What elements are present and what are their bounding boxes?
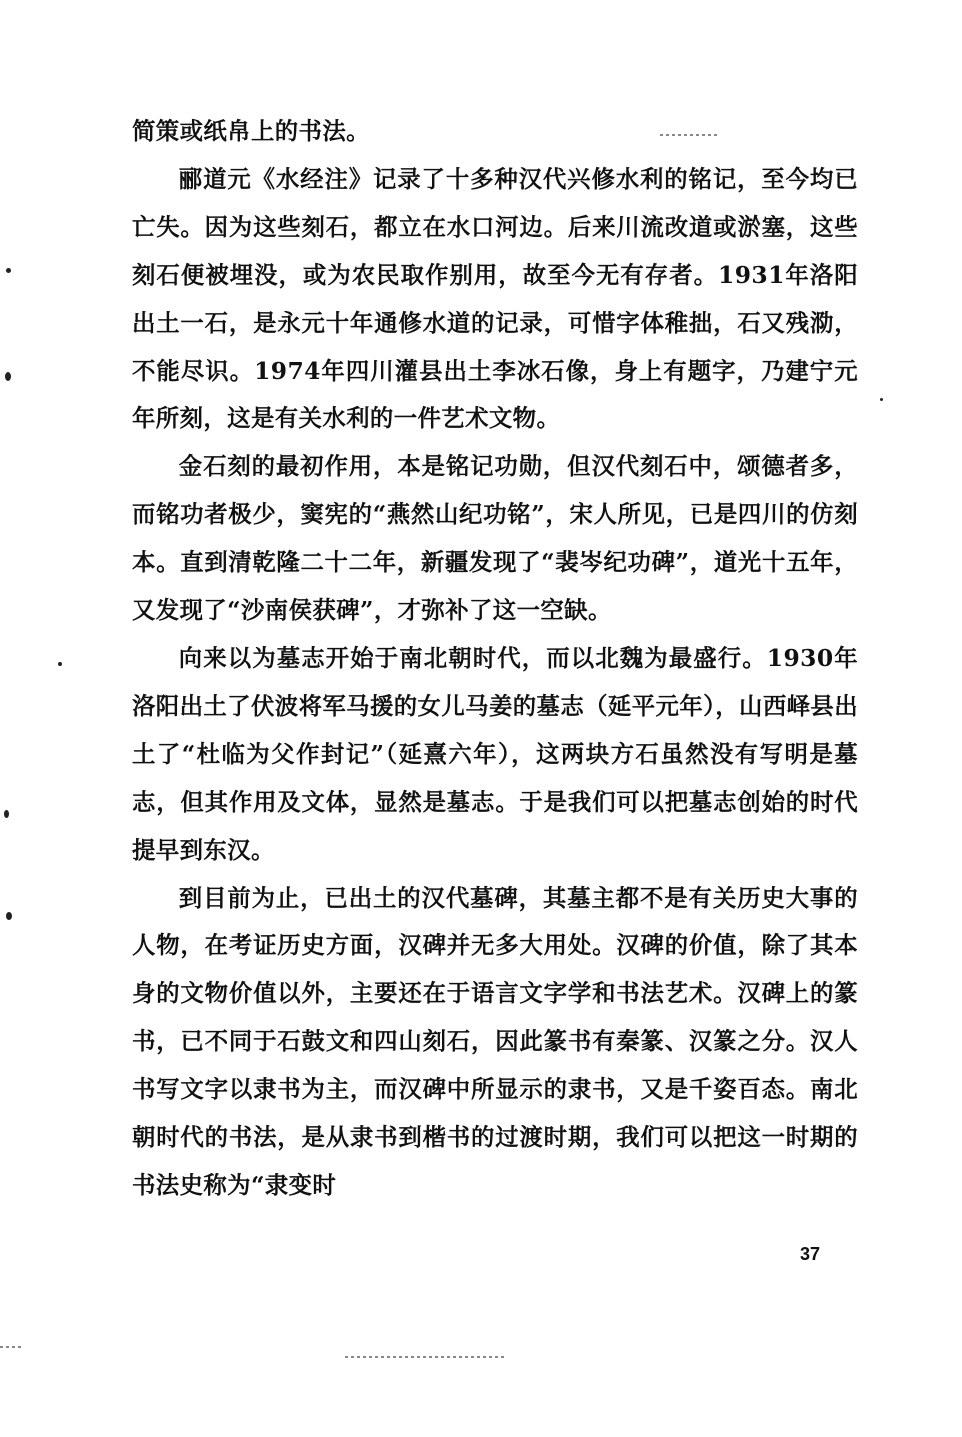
scan-artifact-line	[0, 1346, 24, 1348]
scan-speck	[58, 662, 62, 666]
paragraph-jinshi-inscriptions: 金石刻的最初作用，本是铭记功勋，但汉代刻石中，颂德者多，而铭功者极少，窦宪的“燕然山纪功铭”，宋人所见，已是四川的仿刻本。直到清乾隆二十二年，新疆发现了“裴岑纪功碑”，道光十五年，又发现了“沙南侯获碑”，才弥补了这一空缺。	[132, 452, 858, 625]
scan-speck	[4, 810, 9, 818]
paragraph-continuation: 简策或纸帛上的书法。	[132, 117, 370, 145]
scan-speck	[6, 912, 12, 920]
paragraph-shuijingzhu: 郦道元《水经注》记录了十多种汉代兴修水利的铭记，至今均已亡失。因为这些刻石，都立在水口河边。后来川流改道或淤塞，这些刻石便被埋没，或为农民取作别用，故至今无有存者。1931年洛阳出土一石，是永元十年通修水道的记录，可惜字体稚拙，石又残泐，不能尽识。1974年四川灌县出土李冰石像，身上有题字，乃建宁元年所刻，这是有关水利的一件艺术文物。	[132, 164, 858, 433]
scan-artifact-line	[660, 134, 720, 136]
scan-speck	[5, 372, 11, 381]
scan-artifact-line	[345, 1356, 505, 1358]
page-number: 37	[800, 1244, 821, 1264]
body-text	[132, 108, 858, 1210]
scan-speck	[6, 268, 11, 273]
scan-speck	[880, 398, 883, 401]
paragraph-han-steles: 到目前为止，已出土的汉代墓碑，其墓主都不是有关历史大事的人物，在考证历史方面，汉碑并无多大用处。汉碑的价值，除了其本身的文物价值以外，主要还在于语言文字学和书法艺术。汉碑上的篆书，已不同于石鼓文和四山刻石，因此篆书有秦篆、汉篆之分。汉人书写文字以隶书为主，而汉碑中所显示的隶书，又是千姿百态。南北朝时代的书法，是从隶书到楷书的过渡时期，我们可以把这一时期的书法史称为“隶变时	[132, 883, 858, 1199]
paragraph-epitaphs: 向来以为墓志开始于南北朝时代，而以北魏为最盛行。1930年洛阳出土了伏波将军马援的女儿马姜的墓志（延平元年），山西峄县出土了“杜临为父作封记”（延熹六年），这两块方石虽然没有写明是墓志，但其作用及文体，显然是墓志。于是我们可以把墓志创始的时代提早到东汉。	[132, 643, 858, 864]
